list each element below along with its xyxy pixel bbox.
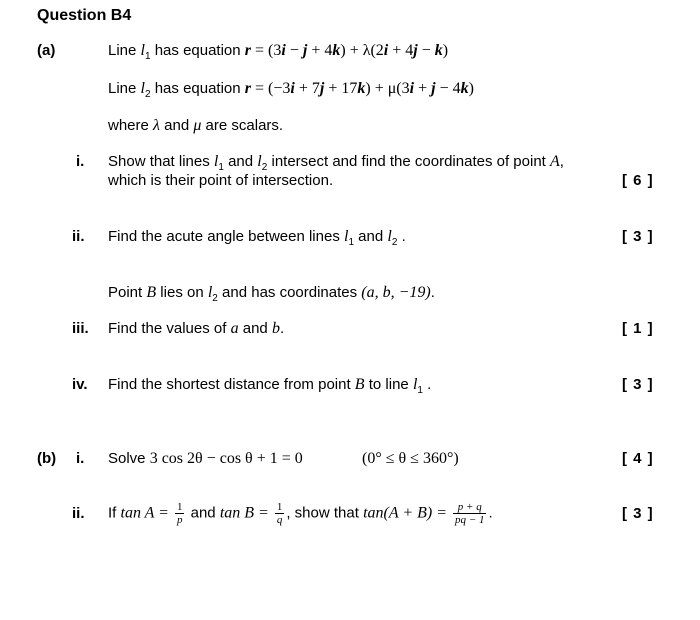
- q-a-iii-label: iii.: [72, 320, 89, 337]
- fraction-p-plus-q-over-pq-minus-1: $\frac{p + q}{pq - 1}$: [455, 501, 485, 526]
- fraction-1-over-q: $\frac{1}{q}$: [276, 501, 283, 526]
- q-a-iii-marks: [ 1 ]: [622, 320, 654, 337]
- q-a-i-text-line1: Show that lines $l_1$ and $l_2$ intersect and find the coordinates of point A,: [108, 153, 564, 173]
- part-a-label: (a): [37, 42, 56, 59]
- q-a-iv-marks: [ 3 ]: [622, 376, 654, 393]
- q-b-i-label: i.: [76, 450, 85, 467]
- q-b-i-text: Solve 3 cos 2θ − cos θ + 1 = 0: [108, 450, 303, 467]
- question-title: Question B4: [37, 7, 132, 24]
- q-a-ii-marks: [ 3 ]: [622, 228, 654, 245]
- q-b-i-range: (0° ≤ θ ≤ 360°): [362, 450, 459, 467]
- q-a-iii-text: Find the values of a and b.: [108, 320, 285, 337]
- q-a-iv-label: iv.: [72, 376, 88, 393]
- part-b-label: (b): [37, 450, 57, 467]
- q-a-iv-text: Find the shortest distance from point B to line $l_1$ .: [108, 376, 432, 396]
- scalars-note: where λ and μ are scalars.: [108, 117, 284, 134]
- q-a-i-label: i.: [76, 153, 85, 170]
- q-b-i-marks: [ 4 ]: [622, 450, 654, 467]
- q-a-i-marks: [ 6 ]: [622, 172, 654, 189]
- line-1-equation: Line $l_1$ has equation r = (3i − j + 4k) + λ(2i + 4j − k): [108, 42, 449, 62]
- q-b-ii-text: If tan A = $\frac{1}{p}$ and tan B = $\frac{1}{q}$ , show that tan(A + B) = $\frac{p + q}{pq - 1}$ .: [108, 501, 493, 526]
- q-a-ii-text: Find the acute angle between lines $l_1$ and $l_2$ .: [108, 228, 406, 248]
- point-b-statement: Point B lies on $l_2$ and has coordinates (a, b, −19).: [108, 284, 435, 304]
- q-a-ii-label: ii.: [72, 228, 85, 245]
- q-b-ii-label: ii.: [72, 505, 85, 522]
- q-a-i-text-line2: which is their point of intersection.: [108, 172, 334, 189]
- line-2-equation: Line $l_2$ has equation r = (−3i + 7j + 17k) + μ(3i + j − 4k): [108, 80, 474, 100]
- q-b-ii-marks: [ 3 ]: [622, 505, 654, 522]
- fraction-1-over-p: $\frac{1}{p}$: [176, 501, 183, 526]
